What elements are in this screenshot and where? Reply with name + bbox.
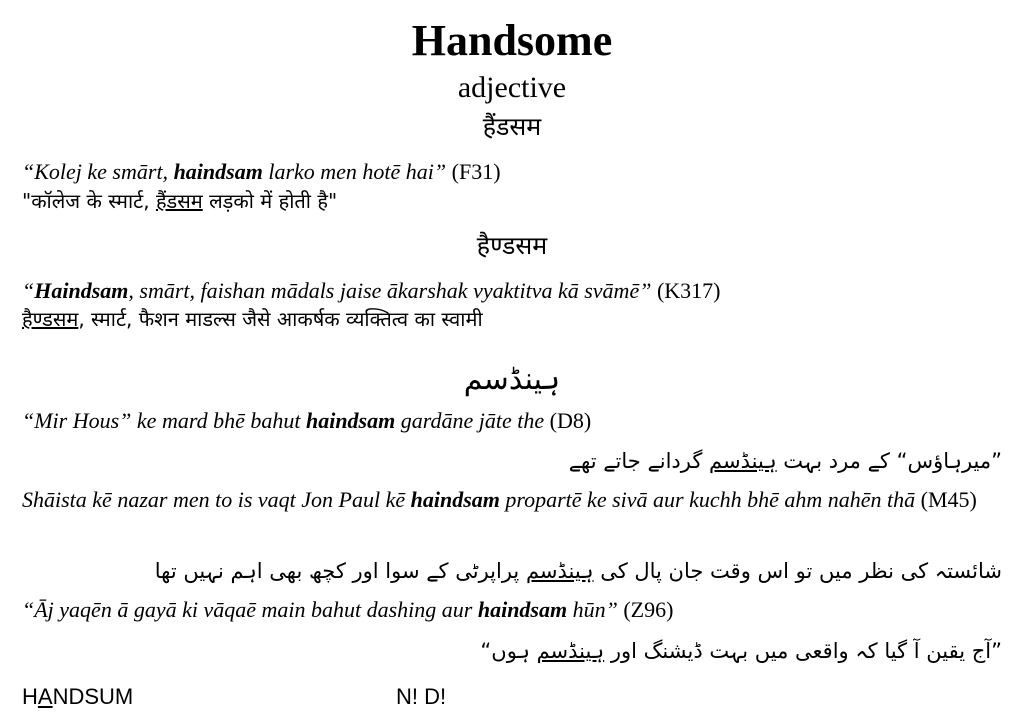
hindi-text: , स्मार्ट, फैशन माडल्स जैसे आकर्षक व्यक्तित्व का स्वामी bbox=[78, 307, 483, 331]
example-source: (D8) bbox=[544, 408, 592, 433]
hindi-keyword: हैंडसम bbox=[155, 189, 203, 213]
hindi-text: "कॉलेज के स्मार्ट, bbox=[22, 189, 156, 213]
hindi-heading-1: हैंडसम bbox=[482, 112, 542, 141]
example-source: (M45) bbox=[915, 487, 977, 512]
example-text: larko men hotē hai” bbox=[262, 159, 447, 184]
urdu-text: گردانے جاتے تھے bbox=[568, 449, 710, 473]
part-of-speech: adjective bbox=[457, 71, 567, 104]
example-source: (K317) bbox=[651, 278, 721, 303]
urdu-keyword: ہینڈسم bbox=[709, 449, 777, 473]
example-text: gardāne jāte the bbox=[395, 408, 545, 433]
urdu-text: شائستہ کی نظر میں تو اس وقت جان پال کی bbox=[593, 559, 1002, 583]
example-k317-transliteration bbox=[22, 277, 997, 305]
hindi-heading-2: हैण्डसम bbox=[476, 231, 548, 260]
grammar-code: N! D! bbox=[396, 684, 447, 709]
urdu-keyword: ہینڈسم bbox=[525, 559, 594, 583]
example-k317-hindi bbox=[22, 306, 997, 332]
example-m45-urdu bbox=[27, 556, 1002, 586]
hindi-text: लड़को में होती है" bbox=[202, 189, 338, 213]
example-f31-transliteration bbox=[22, 158, 997, 186]
example-text: “Mir Hous” ke mard bhē bahut bbox=[22, 408, 306, 433]
pronunciation-text: H bbox=[22, 684, 38, 709]
example-d8-transliteration bbox=[22, 407, 997, 435]
example-keyword: haindsam bbox=[410, 487, 500, 512]
example-text: , smārt, faishan mādals jaise ākarshak vyaktitva kā svāmē” bbox=[128, 278, 652, 303]
example-text: “Kolej ke smārt, bbox=[22, 159, 174, 184]
example-f31-hindi bbox=[22, 188, 997, 214]
pronunciation bbox=[22, 684, 133, 710]
example-text: hūn” bbox=[567, 597, 618, 622]
example-z96-transliteration bbox=[22, 596, 997, 624]
example-text: Shāista kē nazar men to is vaqt Jon Paul kē bbox=[22, 487, 411, 512]
urdu-text: ”میرہاؤس“ کے مرد بہت bbox=[776, 449, 1002, 473]
example-keyword: Haindsam bbox=[34, 278, 129, 303]
example-keyword: haindsam bbox=[477, 597, 568, 622]
example-text: “Āj yaqēn ā gayā ki vāqaē main bahut dashing aur bbox=[22, 597, 478, 622]
example-text: propartē ke sivā aur kuchh bhē ahm nahēn thā bbox=[499, 487, 916, 512]
example-source: (Z96) bbox=[617, 597, 674, 622]
example-d8-urdu bbox=[27, 446, 1002, 476]
urdu-text: ”آج یقین آ گیا کہ واقعی میں بہت ڈیشنگ اور bbox=[604, 639, 1002, 663]
pronunciation-stress: A bbox=[37, 684, 53, 709]
example-keyword: haindsam bbox=[305, 408, 396, 433]
pronunciation-text: NDSUM bbox=[52, 684, 134, 709]
example-source: (F31) bbox=[446, 159, 501, 184]
example-keyword: haindsam bbox=[173, 159, 263, 184]
urdu-text: پراپرٹی کے سوا اور کچھ بھی اہم نہیں تھا bbox=[154, 559, 526, 583]
example-z96-urdu bbox=[27, 636, 1002, 666]
hindi-keyword: हैण्डसम bbox=[22, 307, 79, 331]
urdu-heading: ہینڈسم bbox=[463, 362, 561, 397]
urdu-text: ہوں“ bbox=[480, 639, 537, 663]
example-text: “ bbox=[22, 278, 35, 303]
example-m45-transliteration bbox=[22, 486, 997, 514]
urdu-keyword: ہینڈسم bbox=[536, 639, 605, 663]
headword: Handsome bbox=[411, 16, 613, 65]
